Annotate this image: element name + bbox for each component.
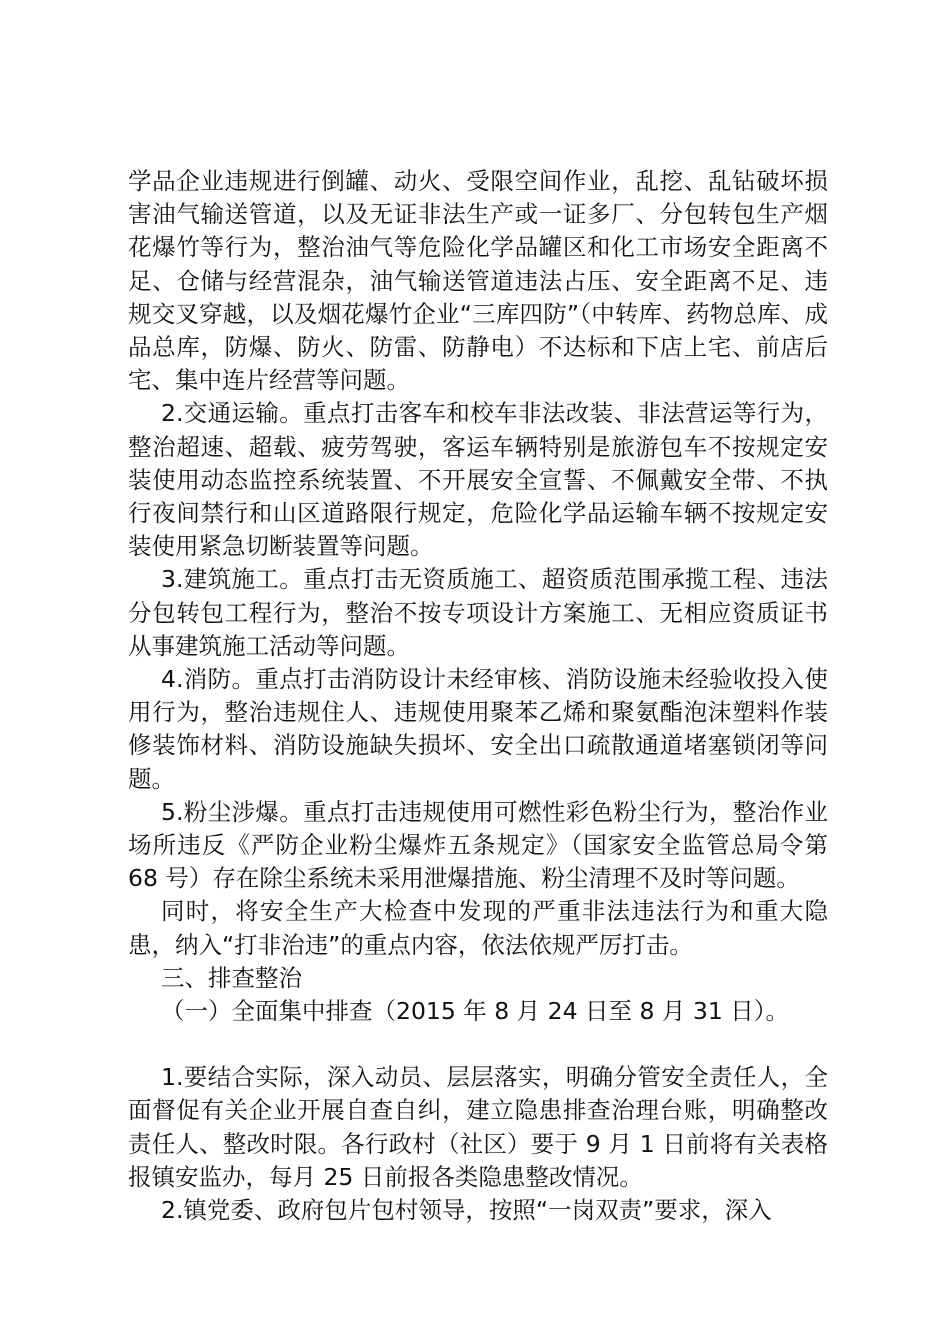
paragraph-item-2: 2.镇党委、政府包片包村领导，按照“一岗双责”要求，深入 (161, 1196, 772, 1225)
section-heading-investigation: 三、排查整治 (161, 963, 302, 992)
paragraph-transportation: 2.交通运输。重点打击客车和校车非法改装、非法营运等行为，整治超速、超载、疲劳驾驶，客运车辆特别是旅游包车不按规定安装使用动态监控系统装置、不开展安全宣誓、不佩戴安全带、不执行夜间禁行和山区道路限行规定，危险化学品运输车辆不按规定安装使用紧急切断装置等问题。 (128, 399, 828, 561)
subsection-heading-full-investigation: （一）全面集中排查（2015 年 8 月 24 日至 8 月 31 日）。 (161, 997, 789, 1026)
paragraph-meanwhile: 同时，将安全生产大检查中发现的严重非法违法行为和重大隐患，纳入“打非治违”的重点内容，依法依规严厉打击。 (128, 897, 828, 959)
document-body (128, 165, 828, 1227)
paragraph-item-1: 1.要结合实际，深入动员、层层落实，明确分管安全责任人，全面督促有关企业开展自查自纠，建立隐患排查治理台账，明确整改责任人、整改时限。各行政村（社区）要于 9 月 1 日前将有关表格报镇安监办，每月 25 日前报各类隐患整改情况。 (128, 1063, 828, 1191)
paragraph-construction: 3.建筑施工。重点打击无资质施工、超资质范围承揽工程、违法分包转包工程行为，整治不按专项设计方案施工、无相应资质证书从事建筑施工活动等问题。 (128, 565, 828, 660)
blank-line (128, 1028, 828, 1061)
paragraph-fire-protection: 4.消防。重点打击消防设计未经审核、消防设施未经验收投入使用行为，整治违规住人、违规使用聚苯乙烯和聚氨酯泡沫塑料作装修装饰材料、消防设施缺失损坏、安全出口疏散通道堵塞锁闭等问题。 (128, 665, 828, 793)
paragraph-hazardous-chemicals-continued: 学品企业违规进行倒罐、动火、受限空间作业，乱挖、乱钻破坏损害油气输送管道，以及无证非法生产或一证多厂、分包转包生产烟花爆竹等行为，整治油气等危险化学品罐区和化工市场安全距离不足、仓储与经营混杂，油气输送管道违法占压、安全距离不足、违规交叉穿越，以及烟花爆竹企业“三库四防”（中转库、药物总库、成品总库，防爆、防火、防雷、防静电）不达标和下店上宅、前店后宅、集中连片经营等问题。 (128, 167, 828, 395)
paragraph-dust-explosion: 5.粉尘涉爆。重点打击违规使用可燃性彩色粉尘行为，整治作业场所违反《严防企业粉尘爆炸五条规定》（国家安全监管总局令第 68 号）存在除尘系统未采用泄爆措施、粉尘清理不及时等问题。 (128, 797, 828, 893)
